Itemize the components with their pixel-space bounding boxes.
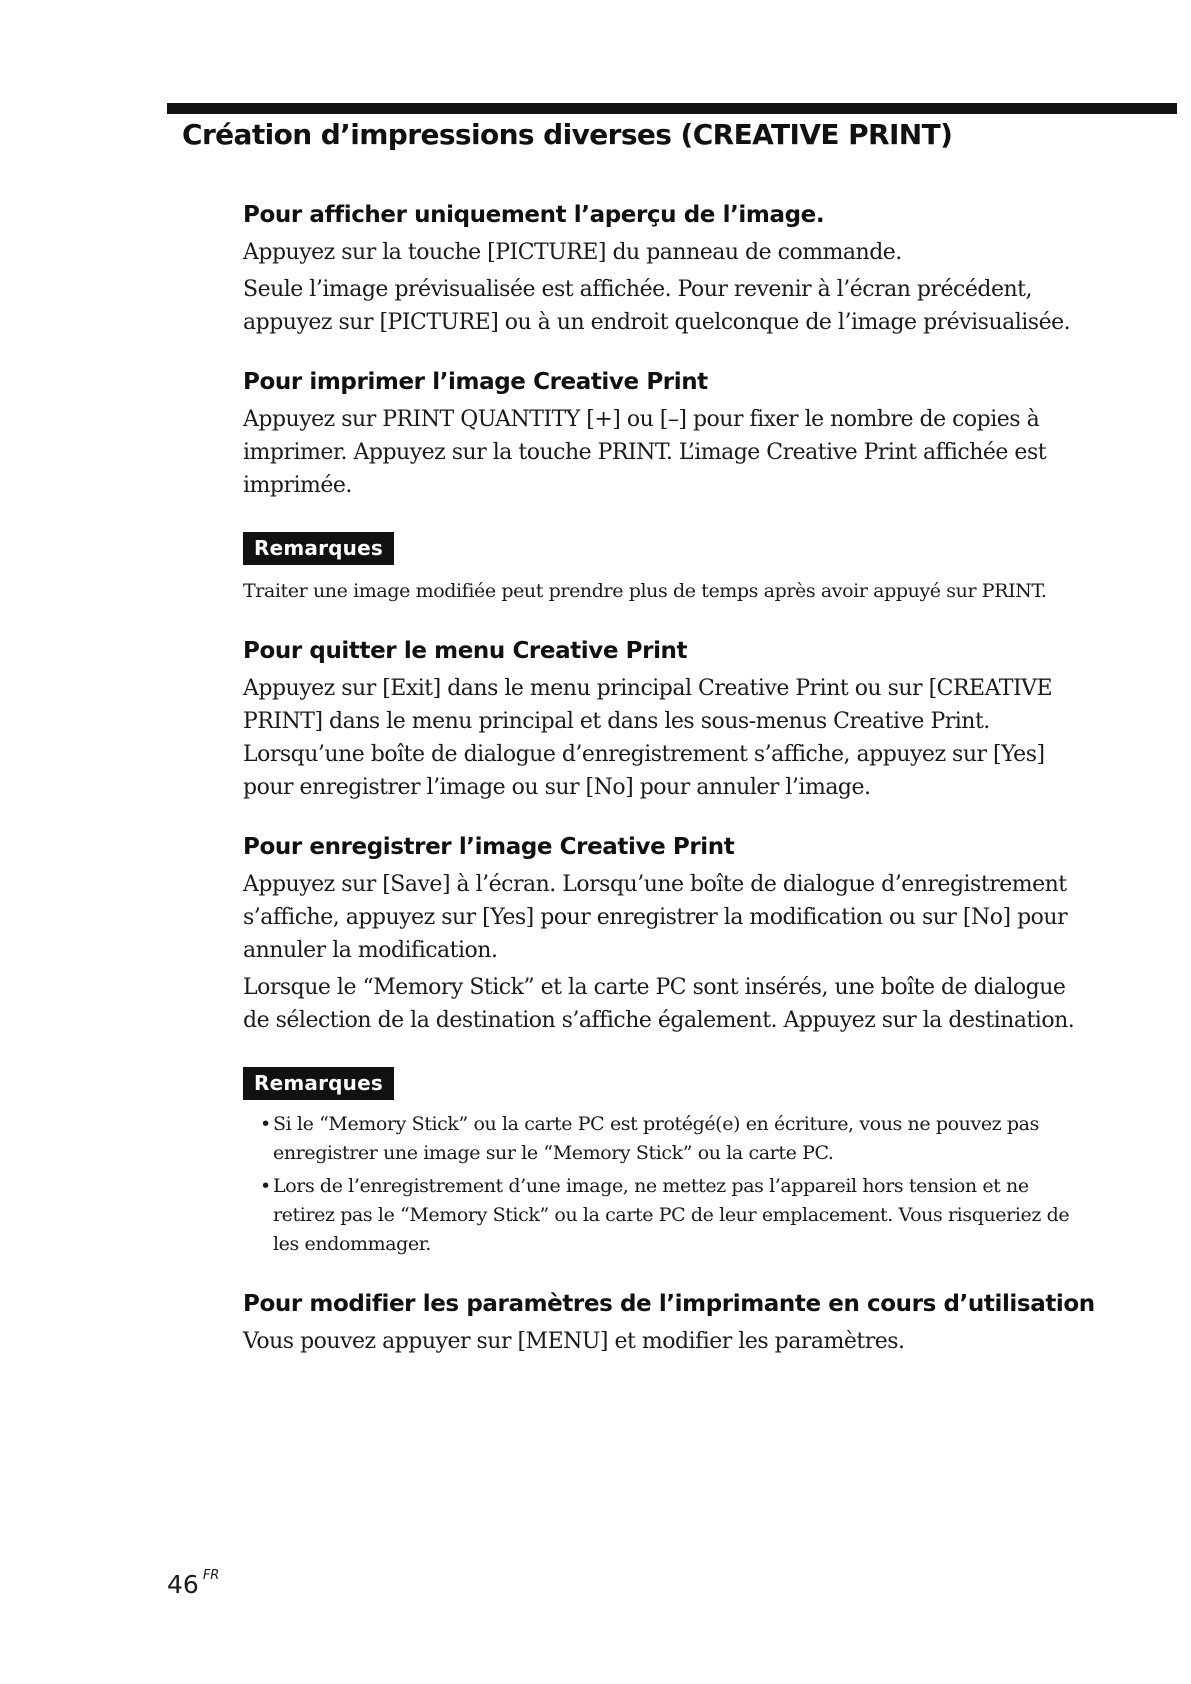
page-content [243, 200, 1095, 1358]
section-settings [243, 1289, 1095, 1358]
section-heading: Pour modifier les paramètres de l’imprimante en cours d’utilisation [243, 1291, 1095, 1317]
section-paragraph: Vous pouvez appuyer sur [MENU] et modifier les paramètres. [243, 1329, 905, 1354]
remark-item-text: Lors de l’enregistrement d’une image, ne mettez pas l’appareil hors tension et ne retirez pas le “Memory Stick” ou la carte PC de leur emplacement. Vous risqueriez de les endommager. [273, 1175, 1070, 1255]
remarks-badge: Remarques [243, 1067, 394, 1100]
remarks-block [243, 1067, 1088, 1259]
section-heading: Pour imprimer l’image Creative Print [243, 369, 708, 395]
remark-item-text: Si le “Memory Stick” ou la carte PC est protégé(e) en écriture, vous ne pouvez pas enregistrer une image sur le “Memory Stick” ou la carte PC. [273, 1113, 1039, 1164]
section-paragraph: Seule l’image prévisualisée est affichée. Pour revenir à l’écran précédent, appuyez sur [PICTURE] ou à un endroit quelconque de l’image prévisualisée. [243, 277, 1071, 335]
remark-text: Traiter une image modifiée peut prendre plus de temps après avoir appuyé sur PRINT. [243, 580, 1047, 602]
remarks-badge: Remarques [243, 532, 394, 565]
bullet-icon: • [260, 1175, 271, 1197]
page-language-marker: FR [202, 1568, 220, 1583]
section-paragraph: Appuyez sur PRINT QUANTITY [+] ou [–] pour fixer le nombre de copies à imprimer. Appuyez sur la touche PRINT. L’image Creative Print affichée est imprimée. [243, 407, 1047, 498]
page-title: Création d’impressions diverses (CREATIVE PRINT) [182, 118, 953, 151]
title-rule [167, 103, 1177, 114]
section-preview [243, 200, 1088, 339]
remarks-block [243, 532, 1088, 606]
page-number [167, 1570, 219, 1599]
section-print [243, 367, 1088, 502]
page-number-value: 46 [167, 1570, 199, 1599]
section-paragraph: Appuyez sur [Save] à l’écran. Lorsqu’une boîte de dialogue d’enregistrement s’affiche, appuyez sur [Yes] pour enregistrer la modification ou sur [No] pour annuler la modification. [243, 872, 1068, 963]
remark-item [260, 1110, 1088, 1168]
section-heading: Pour quitter le menu Creative Print [243, 638, 688, 664]
section-heading: Pour afficher uniquement l’aperçu de l’image. [243, 202, 825, 228]
remarks-list [243, 1110, 1088, 1259]
section-heading: Pour enregistrer l’image Creative Print [243, 834, 735, 860]
section-paragraph: Lorsque le “Memory Stick” et la carte PC sont insérés, une boîte de dialogue de sélection de la destination s’affiche également. Appuyez sur la destination. [243, 975, 1075, 1033]
remark-item [260, 1172, 1088, 1259]
section-paragraph: Appuyez sur la touche [PICTURE] du panneau de commande. [243, 240, 902, 265]
bullet-icon: • [260, 1113, 271, 1135]
section-save [243, 832, 1088, 1037]
section-quit [243, 636, 1088, 804]
section-paragraph: Appuyez sur [Exit] dans le menu principal Creative Print ou sur [CREATIVE PRINT] dans le menu principal et dans les sous-menus Creative Print. Lorsqu’une boîte de dialogue d’enregistrement s’affiche, appuyez sur [Yes] pour enregistrer l’image ou sur [No] pour annuler l’image. [243, 676, 1053, 800]
